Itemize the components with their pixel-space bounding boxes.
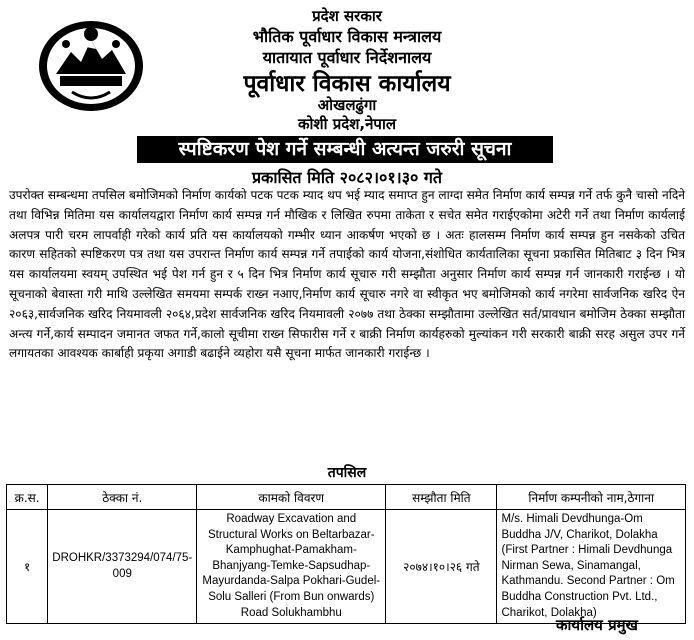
- table-header-row: [7, 485, 686, 510]
- header-contract-no: ठेक्का नं.: [48, 485, 197, 510]
- header-work-description: कामको विवरण: [197, 485, 386, 510]
- header-province-government: प्रदेश सरकार: [312, 7, 382, 25]
- header-ministry: भौतिक पूर्वाधार विकास मन्त्रालय: [252, 27, 442, 46]
- notice-title-banner: स्पष्टिकरण पेश गर्ने सम्बन्धी अत्यन्त जरुरी सूचना: [137, 136, 553, 163]
- cell-contract-no: DROHKR/3373294/074/75-009: [48, 510, 197, 624]
- header-office-name: पूर्वाधार विकास कार्यालय: [243, 71, 451, 97]
- notice-body: उपरोक्त सम्बन्धमा तपसिल बमोजिमको निर्माण कार्यको पटक पटक म्याद थप भई म्याद समाप्त हुन लाग्दा समेत निर्माण कार्य सम्पन्न गर्ने तर्फ कुनै चासो नदिने तथा विभिन्न मितिमा यस कार्यालयद्वारा निर्माण कार्य सम्पन्न गर्न मौखिक र लिखित रुपमा ताकेता र सचेत समेत गराईएकोमा अटेरी गर्ने तथा निर्माण कार्यलाई अलपत्र पारी चरम लापर्वाही गरेको कार्य प्रति यस कार्यालयको गम्भीर ध्यान आकर्षण भएको छ । अतः हालसम्म निर्माण कार्य सम्पन्न हुन नसकेको उचित कारण सहितको स्पष्टिकरण पत्र तथा यस उपरान्त निर्माण कार्य सम्पन्न गर्ने तपाईको कार्य योजना,संशोधित कार्यतालिका सूचना प्रकासित मितिबाट ३ दिन भित्र यस कार्यालयमा स्वयम् उपस्थित भई पेश गर्न हुन र ५ दिन भित्र निर्माण कार्य सूचारु गरी सम्झौता अनुसार निर्माण कार्य सम्पन्न गर्न जानकारी गराईन्छ । यो सूचनाको बेवास्ता गरी माथि उल्लेखित समयमा सम्पर्क राख्न नआए,निर्माण कार्य सूचारु नगरे वा स्वीकृत भए बमोजिमको कार्य नगरेमा सार्वजनिक खरिद ऐन २०६३,सार्वजनिक खरिद नियमावली २०६४,प्रदेश सार्वजनिक खरिद नियमावली २०७७ तथा ठेक्का सम्झौतामा उल्लेखित सर्त/प्रावधान बमोजिम ठेक्का सम्झौता अन्त्य गर्ने,कार्य सम्पादन जमानत जफत गर्ने,कालो सूचीमा राख्न सिफारीस गर्ने र बाक्री निर्माण कार्यहरुको मुल्यांकन गरी सरकारी बाक्री सरह असुल उपर गर्ने लगायतका आवश्यक कार्बाही प्रकृया अगाडी बढाईने व्यहोरा यसै सूचना मार्फत जानकारी गराईन्छ ।: [9, 188, 685, 361]
- header-province: कोशी प्रदेश,नेपाल: [297, 115, 396, 133]
- header-location: ओखलढुंगा: [317, 96, 377, 114]
- table-title: तपसिल: [327, 465, 367, 481]
- header-directorate: यातायात पूर्वाधार निर्देशनालय: [262, 48, 432, 67]
- header-company: निर्माण कम्पनीको नाम,ठेगाना: [497, 485, 686, 510]
- cell-agreement-date: २०७४।१०।२६ गते: [386, 510, 497, 624]
- cell-serial: १: [7, 510, 48, 624]
- header-serial: क्र.स.: [7, 485, 48, 510]
- published-date: प्रकासित मिति २०८२।०१।३० गते: [251, 168, 443, 187]
- header-agreement-date: सम्झौता मिति: [386, 485, 497, 510]
- signature-office-chief: कार्यालय प्रमुख: [556, 616, 638, 634]
- table-row: [7, 510, 686, 624]
- details-table: [6, 484, 686, 624]
- cell-work-description: Roadway Excavation and Structural Works on Beltarbazar-Kamphughat-Pamakham-Bhanjyang-Temke-Sapsudhap-Mayurdanda-Salpa Pokhari-Gudel-Solu Salleri (From Bun onwards) Road Solukhambhu: [197, 510, 386, 624]
- cell-company: M/s. Himali Devdhunga-Om Buddha J/V, Charikot, Dolakha (First Partner : Himali Devdhunga Nirman Sewa, Sinamangal, Kathmandu. Second Partner : Om Buddha Construction Pvt. Ltd., Charikot, Dolakha): [497, 510, 686, 624]
